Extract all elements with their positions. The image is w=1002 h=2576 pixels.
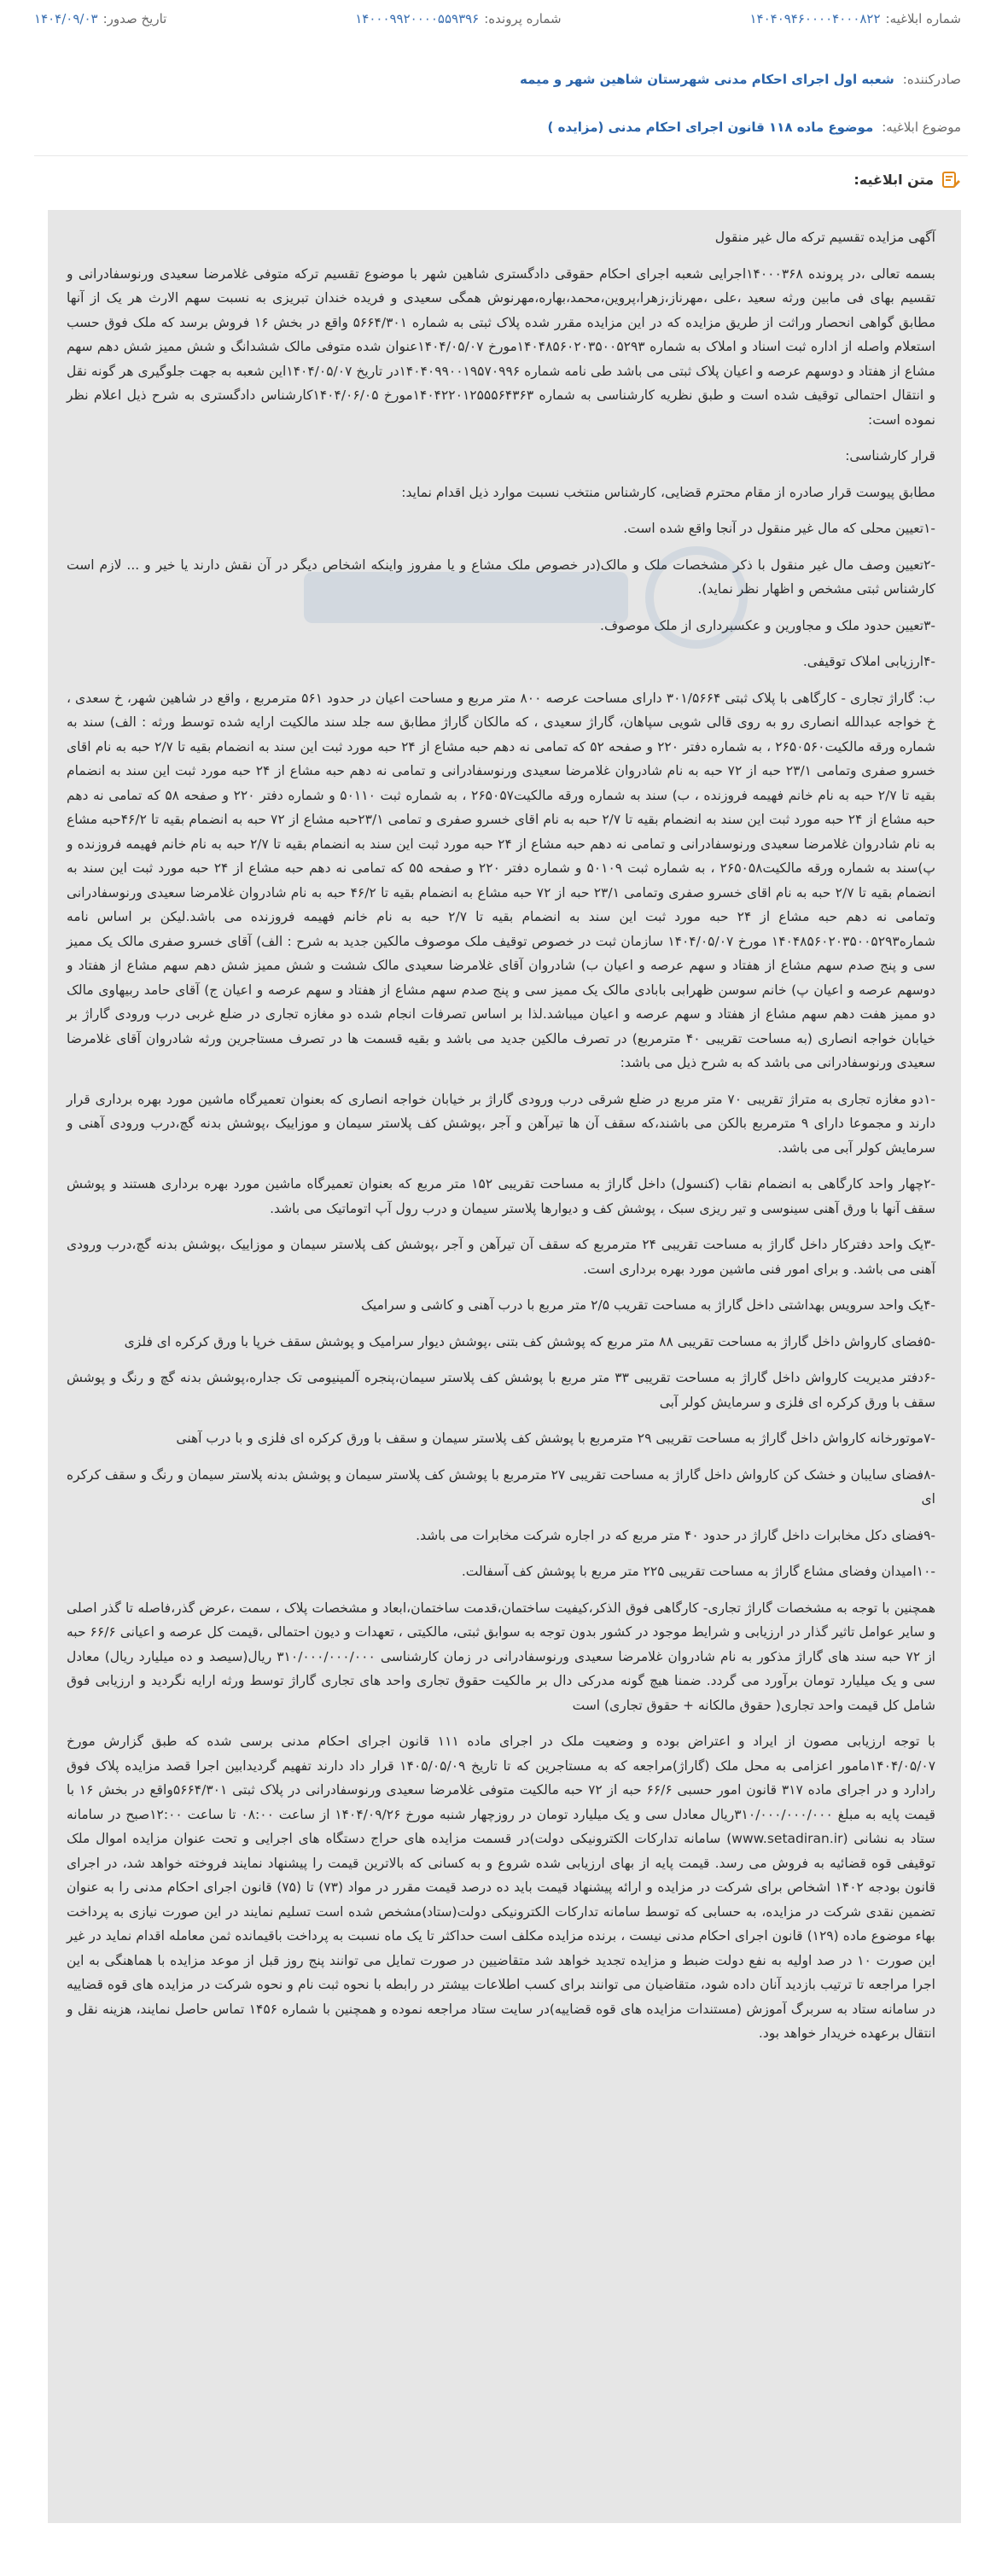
document-icon — [941, 169, 961, 189]
issuer-label: صادرکننده: — [902, 72, 961, 87]
body-paragraph: -۲چهار واحد کارگاهی به انضمام نقاب (کنسول) داخل گاراژ به مساحت تقریبی ۱۵۲ متر مربع که بعنوان تعمیرگاه ماشین مورد بهره برداری هستند و پوشش سقف آنها با ورق آهنی سینوسی و تیر ریزی سبک ، پوشش کف و دیوارها پلاستر سیمان و درب رول آپ اتوماتیک می باشد. — [67, 1176, 935, 1216]
body-paragraph: ب: گاراژ تجاری - کارگاهی با پلاک ثبتی ۳۰۱/۵۶۶۴ دارای مساحت عرصه ۸۰۰ متر مربع و مساحت اعیان در حدود ۵۶۱ مترمربع ، واقع در شاهین شهر، خ سعدی ، خ خواجه عبدالله انصاری رو به روی قالی شویی سپاهان، گاراژ سعیدی ، که مالکان گاراژ مطابق سه جلد سند مالکیت ارایه شده توسط ورثه : الف) سند به شماره ورقه مالکیت۲۶۵۰۵۶۰ ، به شماره دفتر ۲۲۰ و صفحه ۵۲ که تمامی نه دهم حبه مشاع از ۲۴ حبه مورد ثبت این سند به انضمام بقیه تا ۲/۷ حبه به نام اقای خسرو صفری وتمامی ۲۳/۱ حبه از ۷۲ حبه به نام شادروان غلامرضا سعیدی ورنوسفادرانی و تمامی نه دهم حبه مشاع از ۲۴ حبه مورد ثبت این سند به انضمام بقیه تا ۲/۷ حبه به نام خانم فهیمه فروزنده ، ب) سند به شماره ورقه مالکیت۲۶۵۰۵۷ ، به شماره ثبت ۵۰۱۱۰ و شماره دفتر ۲۲۰ و صفحه ۵۸ که تمامی نه دهم حبه مشاع از ۲۴ حبه مورد ثبت این سند به انضمام بقیه تا ۲/۷ حبه به نام اقای خسرو صفری و تمامی ۲۳/۱حبه مشاع از ۷۲ حبه به انضمام بقیه تا ۴۶/۲حبه مشاع به نام شادروان غلامرضا سعیدی ورنوسفادرانی و تمامی نه دهم حبه مشاع از ۲۴ حبه مورد ثبت این سند به انضمام بقیه تا ۲/۷ حبه به نام خانم فهیمه فروزنده و پ)سند به شماره ورقه مالکیت۲۶۵۰۵۸ ، به شماره ثبت ۵۰۱۰۹ و شماره دفتر ۲۲۰ و صفحه ۵۵ که تمامی نه دهم حبه مشاع از ۲۴ حبه مورد ثبت این سند به انضمام بقیه تا ۲/۷ حبه به نام اقای خسرو صفری وتمامی ۲۳/۱ حبه از ۷۲ حبه مشاع به انضمام بقیه تا ۴۶/۲ حبه به نام شادروان غلامرضا سعیدی ورنوسفادرانی وتمامی نه دهم حبه مشاع از ۲۴ حبه مورد ثبت این سند به انضمام بقیه تا ۲/۷ حبه به نام خانم فهیمه فروزنده می باشد.لیکن بر اساس نامه شماره۱۴۰۴۸۵۶۰۲۰۳۵۰۰۵۲۹۳ مورخ ۱۴۰۴/۰۵/۰۷ سازمان ثبت در خصوص توقیف ملک موصوف مالکین جدید به شرح : الف) آقای خسرو صفری مالک یک ممیز سی و پنج صدم سهم مشاع از هفتاد و سهم عرصه و اعیان ب) شادروان آقای غلامرضا سعیدی مالک ششت و شش ممیز شش دهم سهم مشاع از هفتاد و دوسهم عرصه و اعیان پ) خانم سوسن ظهرابی بابادی مالک یک ممیز سی و پنج صدم سهم مشاع از هفتاد و سهم عرصه و اعیان ج) آقای حامد ربیهاوی مالک دو ممیز هفت دهم سهم مشاع از هفتاد و سهم عرصه و اعیان میباشد.لذا بر اساس تصرفات انجام شده دو مغازه تجاری در ضلع غربی درب ورودی گاراژ بر خیابان خواجه انصاری (به مساحت تقریبی ۴۰ مترمربع) در تصرف مالکین جدید می باشد و بقیه قسمت ها در تصرف مستاجرین ورثه شادروان آقای غلامرضا سعیدی ورنوسفادرانی می باشد که به شرح ذیل می باشد: — [67, 690, 936, 1070]
body-paragraph: بسمه تعالی ،در پرونده ۱۴۰۰۰۳۶۸اجرایی شعبه اجرای احکام حقوقی دادگستری شاهین شهر با موضوع تقسیم ترکه متوفی غلامرضا سعیدی ورنوسفادرانی و تقسیم بهای فی مابین ورثه سعید ،علی ،مهرناز،زهرا،پروین،محمد،بهاره،مهرنوش همگی سعیدی و فریده خندان تبریزی به نسبت سهم الارث هر یک از آنها مطابق گواهی انحصار وراثت از طریق مزایده که در این مزایده مقرر شده پلاک ثبتی به شماره ۵۶۶۴/۳۰۱ واقع در بخش ۱۶ فروش برسد که ملک فوق حسب استعلام واصله از اداره ثبت اسناد و املاک به شماره ۱۴۰۴۸۵۶۰۲۰۳۵۰۰۵۲۹۳مورخ ۱۴۰۴/۰۵/۰۷عنوان شده متوفی مالک ششدانگ و شش ممیز شش دهم سهم مشاع از هفتاد و دوسهم عرصه و اعیان پلاک ثبتی می باشد طی نامه شماره ۱۴۰۴۰۹۹۰۰۱۹۵۷۰۹۹۶در تاریخ ۱۴۰۴/۰۵/۰۷این شعبه به جهت جلوگیری هر گونه نقل و انتقال احتمالی توقیف شده است و طبق نظریه کارشناسی به شماره ۱۴۰۴۲۲۰۱۲۵۵۵۶۴۳۶۳مورخ ۱۴۰۴/۰۶/۰۵کارشناس دادگستری به شرح ذیل اعلام نظر نموده است: — [67, 265, 935, 428]
issuer-value: شعبه اول اجرای احکام مدنی شهرستان شاهین شهر و میمه — [520, 72, 894, 87]
body-paragraph: -۸فضای سایبان و خشک کن کارواش داخل گاراژ به مساحت تقریبی ۲۷ مترمربع با پوشش کف پلاستر سیمان و پوشش بدنه پلاستر سیمان و رنگ و سقف کرکره ای — [67, 1466, 935, 1507]
body-paragraph: -۷موتورخانه کارواش داخل گاراژ به مساحت تقریبی ۲۹ مترمربع با پوشش کف پلاستر سیمان و سقف با ورق کرکره ای فلزی و با درب آهنی — [176, 1431, 935, 1446]
notice-number — [749, 11, 961, 26]
body-paragraph: آگهی مزایده تقسیم ترکه مال غیر منقول — [714, 230, 935, 245]
body-paragraph: مطابق پیوست قرار صادره از مقام محترم قضایی، کارشناس منتخب نسبت موارد ذیل اقدام نماید: — [401, 484, 935, 500]
body-paragraph: -۴یک واحد سرویس بهداشتی داخل گاراژ به مساحت تقریب ۲/۵ متر مربع با درب آهنی و کاشی و سرامیک — [361, 1297, 935, 1313]
issue-date-label: تاریخ صدور: — [102, 11, 167, 26]
subject-label: موضوع ابلاغیه: — [882, 119, 961, 135]
body-paragraph: -۴ارزیابی املاک توقیفی. — [802, 654, 935, 669]
body-paragraph: -۵فضای کارواش داخل گاراژ به مساحت تقریبی ۸۸ متر مربع که پوشش کف بتنی ،پوشش دیوار سرامیک و پوشش سقف خرپا با ورق کرکره ای فلزی — [124, 1333, 935, 1349]
notice-section-label: متن ابلاغیه: — [853, 171, 934, 188]
subject-line — [31, 119, 961, 135]
body-paragraph: -۱تعیین محلی که مال غیر منقول در آنجا واقع شده است. — [623, 521, 935, 536]
notice-number-value: ۱۴۰۴۰۹۴۶۰۰۰۰۴۰۰۰۸۲۲ — [749, 11, 881, 26]
issue-date-value: ۱۴۰۴/۰۹/۰۳ — [34, 11, 98, 26]
body-paragraph: -۹فضای دکل مخابرات داخل گاراژ در حدود ۴۰ متر مربع که در اجاره شرکت مخابرات می باشد. — [416, 1527, 935, 1543]
body-paragraph: همچنین با توجه به مشخصات گاراژ تجاری- کارگاهی فوق الذکر،کیفیت ساختمان،قدمت ساختمان،ابعاد و مشخصات پلاک ، سمت ،عرض گذر،فاصله تا گذر اصلی و سایر عوامل تاثیر گذار در ارزیابی و شرایط موجود در کشور بدون توجه به سوابق ثبتی، مالکیتی ، تعهدات و دیون احتمالی ،قیمت کل عرصه و اعیانی ۶۶/۶ حبه از ۷۲ حبه سند های گاراژ مذکور به نام شادروان غلامرضا سعیدی ورنوسفادرانی در زمان کارشناسی ۳۱۰/۰۰۰/۰۰۰/۰۰۰ ریال(سیصد و ده میلیارد ریال) معادل سی و یک میلیارد تومان برآورد می گردد. ضمنا هیچ گونه مدرکی دال بر مالکیت حقوق تجاری واحد های تجاری گاراژ توسط ورثه ارایه نگردید و ارزیابی فوق شامل کل قیمت واحد تجاری( حقوق مالکانه + حقوق تجاری) است — [67, 1600, 935, 1713]
body-paragraph: -۳یک واحد دفترکار داخل گاراژ به مساحت تقریبی ۲۴ مترمربع که سقف آن تیرآهن و آجر ،پوشش کف پلاستر سیمان و موزاییک ،پوشش بدنه گچ،درب ورودی آهنی می باشد. و برای امور فنی ماشین مورد بهره برداری است. — [67, 1237, 935, 1277]
notice-section-title — [853, 169, 961, 189]
body-paragraph: -۳تعیین حدود ملک و مجاورین و عکسبرداری از ملک موصوف. — [600, 617, 935, 633]
notice-body — [48, 210, 961, 2523]
case-number-value: ۱۴۰۰۰۹۹۲۰۰۰۰۵۵۹۳۹۶ — [355, 11, 480, 26]
notice-number-label: شماره ابلاغیه: — [885, 11, 961, 26]
issue-date — [34, 11, 166, 26]
body-paragraph: قرار کارشناسی: — [845, 448, 935, 463]
body-paragraph: -۲تعیین وصف مال غیر منقول با ذکر مشخصات ملک و مالک(در خصوص ملک مشاع و یا مفروز واینکه اشخاص دیگر در آن نقش دارند یا خیر و ... لازم است کارشناس ثبتی مشخص و اظهار نظر نماید). — [67, 557, 935, 597]
body-paragraph: -۱۰امیدان وفضای مشاع گاراژ به مساحت تقریبی ۲۲۵ متر مربع با پوشش کف آسفالت. — [461, 1564, 935, 1579]
header-divider — [34, 155, 968, 156]
subject-value: موضوع ماده ۱۱۸ قانون اجرای احکام مدنی (مزایده ) — [547, 119, 874, 135]
notice-meta-row — [0, 0, 1002, 38]
body-paragraph: با توجه ارزیابی مصون از ایراد و اعتراض بوده و وضعیت ملک در اجرای ماده ۱۱۱ قانون اجرای احکام مدنی برسی شده که طبق گزارش مورخ ۱۴۰۴/۰۵/۰۷مامور اعزامی به محل ملک (گاراژ)مراجعه که به مستاجرین که تا تاریخ ۱۴۰۵/۰۵/۰۹ قرار داد دارند تفهیم گردیدابین اجرا قصد مزایده پلاک فوق رادارد و در اجرای ماده ۳۱۷ قانون امور حسبی ۶۶/۶ حبه از ۷۲ حبه مالکیت متوفی غلامرضا سعیدی ورنوسفادرانی در پلاک ثبتی ۵۶۶۴/۳۰۱واقع در بخش ۱۶ با قیمت پایه به مبلغ ۳۱۰/۰۰۰/۰۰۰/۰۰۰ریال معادل سی و یک میلیارد تومان در روزچهار شنبه مورخ ۱۴۰۴/۰۹/۲۶ از ساعت ۰۸:۰۰ تا ساعت ۱۲:۰۰صبح در سامانه ستاد به نشانی (www.setadiran.ir) سامانه تدارکات الکترونیکی دولت)در قسمت مزایده های حراج دستگاه های اجرایی و تحت عنوان مزایده اموال ملک توقیفی قوه قضائیه به فروش می رسد. قیمت پایه از بهای ارزیابی شده شروع و به کسانی که بالاترین قیمت را پیشنهاد نمایند فروخته خواهد شد، در اجرای قانون بودجه ۱۴۰۲ اشخاص برای شرکت در مزایده و ارائه پیشنهاد قیمت باید ده درصد قیمت مقرر در مواد (۷۳) تا (۷۵) قانون اجرای احکام مدنی را به عنوان تضمین نقدی شرکت در مزایده، به حسابی که توسط سامانه تدارکات الکترونیکی دولت(ستاد)مشخص شده است تسلیم نمایند در این صورت نیازی به پرداخت بهاء موضوع ماده (۱۲۹) قانون اجرای احکام مدنی نیست ، برنده مزایده مکلف است حداکثر تا یک ماه نسبت به پرداخت باقیمانده ثمن معامله اقدام نماید در غیر این صورت ۱۰ در صد اولیه به نفع دولت ضبط و مزایده تجدید خواهد شد متقاضیین در صورت تمایل می توانند پنج روز قبل از موعد مزایده با هماهنگی به این اجرا مراجعه تا ترتیب بازدید آنان داده شود، متقاضیان می توانند برای کسب اطلاعات بیشتر در رابطه با نحوه ثبت نام و نحوه شرکت در مزایده های قوه قضاییه در سامانه ستاد به سربرگ آموزش (مستندات مزایده های قوه قضاییه)در سایت ستاد مراجعه نموده و همچنین با شماره ۱۴۵۶ تماس حاصل نمایند، هزینه نقل و انتقال برعهده خریدار خواهد بود. — [67, 1734, 936, 2041]
case-number — [355, 11, 561, 26]
body-paragraph: -۱دو مغازه تجاری به متراژ تقریبی ۷۰ متر مربع در ضلع شرقی درب ورودی گاراژ بر خیابان خواجه انصاری که بعنوان تعمیرگاه ماشین مورد بهره برداری قرار دارند و مجموعا دارای ۹ مترمربع بالکن می باشند،که سقف آن ها تیرآهن و آجر ،پوشش کف پلاستر سیمان و موزاییک ،پوشش بدنه گچ،درب ورودی آهنی و سرمایش کولر آبی می باشد. — [67, 1091, 935, 1156]
body-paragraph: -۶دفتر مدیریت کارواش داخل گاراژ به مساحت تقریبی ۳۳ متر مربع با پوشش کف پلاستر سیمان،پنجره آلمینیومی تک جداره،پوشش بدنه گچ و رنگ و پوشش سقف با ورق کرکره ای فلزی و سرمایش کولر آبی — [67, 1370, 935, 1410]
case-number-label: شماره پرونده: — [484, 11, 562, 26]
issuer-line — [31, 72, 961, 87]
